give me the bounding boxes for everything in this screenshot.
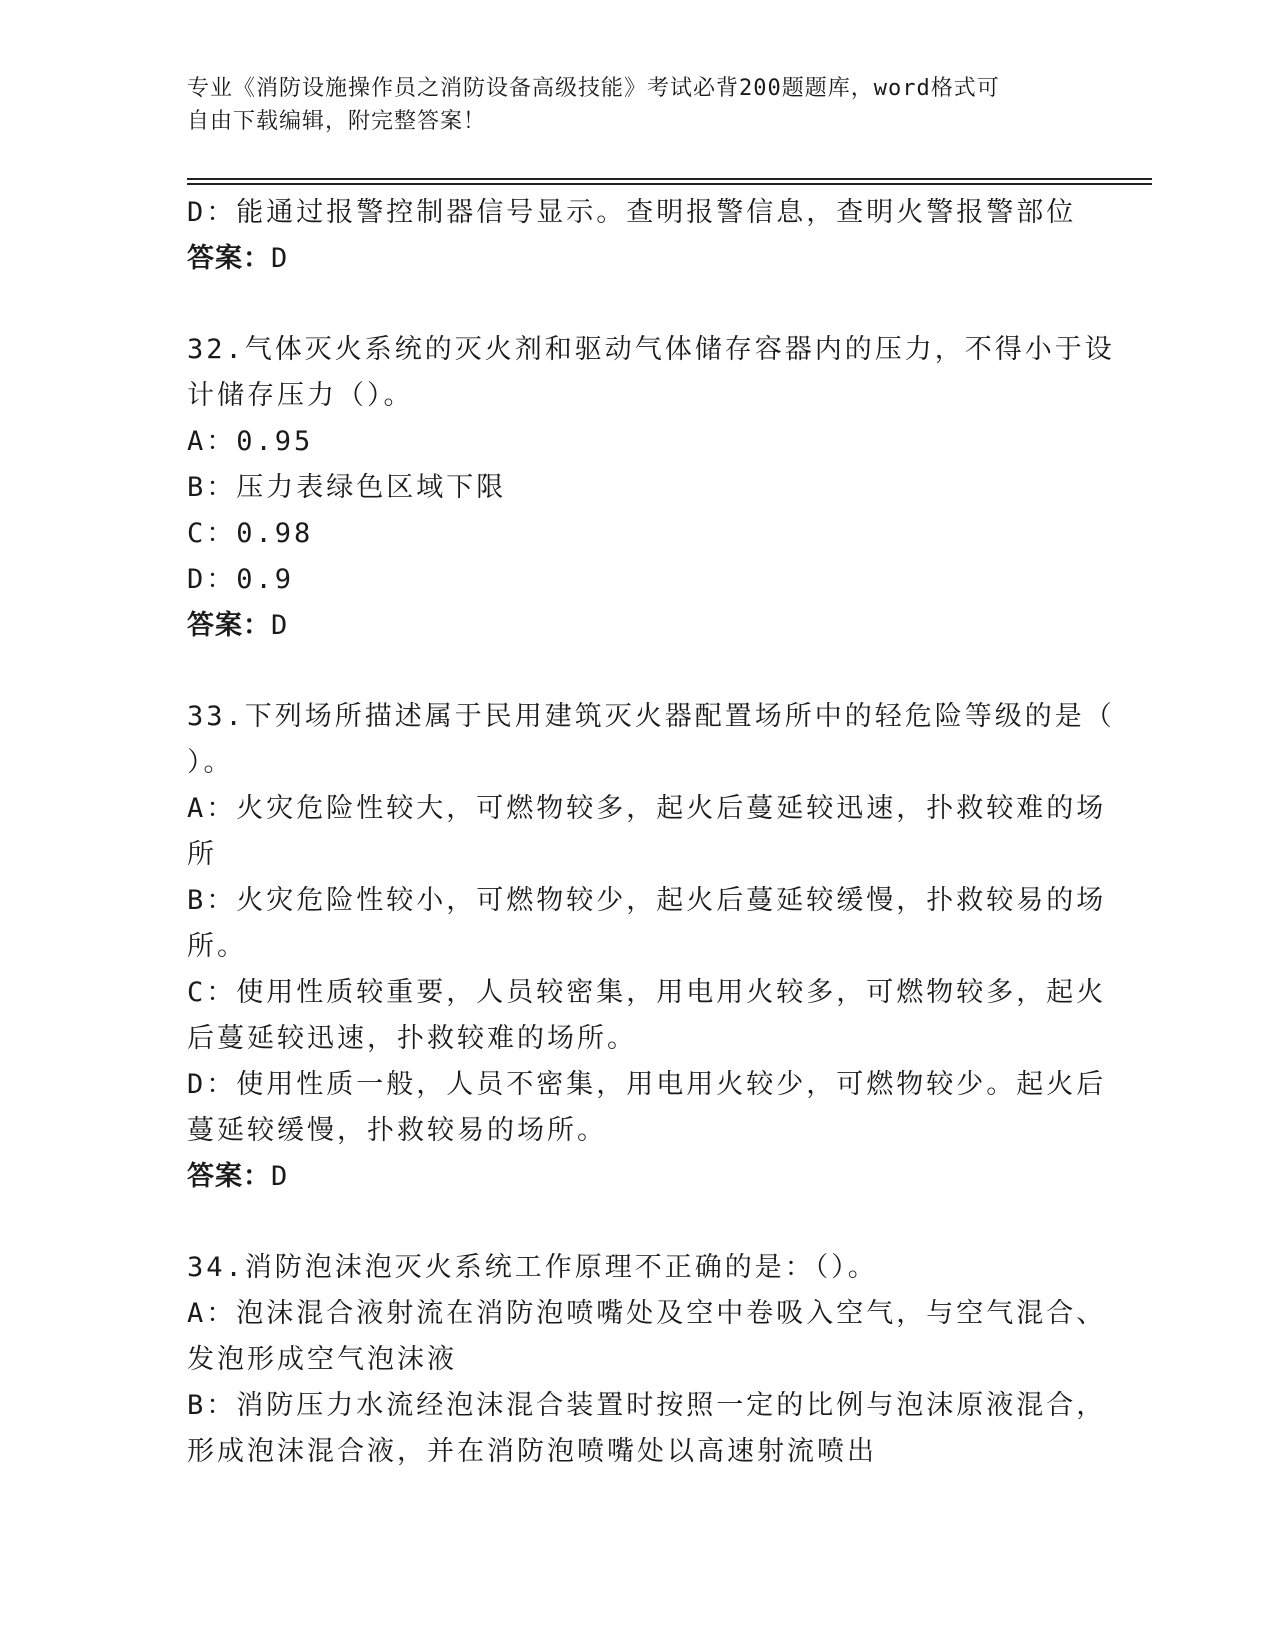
spacer xyxy=(187,282,1072,327)
question-34 xyxy=(187,1245,1107,1475)
question-32 xyxy=(187,327,1115,649)
option-a-continued: 发泡形成空气泡沫液 xyxy=(187,1344,457,1375)
answer-line xyxy=(187,1154,1072,1200)
option-b-continued: 所。 xyxy=(187,931,247,962)
spacer xyxy=(187,1200,1072,1245)
answer-value: D xyxy=(271,1161,288,1192)
question-content xyxy=(187,190,1115,1475)
document-header xyxy=(187,72,1067,138)
answer-line xyxy=(187,603,1072,649)
answer-label: 答案： xyxy=(187,1161,271,1192)
option-b: B：火灾危险性较小，可燃物较少，起火后蔓延较缓慢，扑救较易的场 xyxy=(187,885,1107,916)
option-d: D：能通过报警控制器信号显示。查明报警信息，查明火警报警部位 xyxy=(187,197,1077,228)
option-a: A：火灾危险性较大，可燃物较多，起火后蔓延较迅速，扑救较难的场 xyxy=(187,793,1107,824)
answer-value: D xyxy=(271,243,288,274)
option-c: C：使用性质较重要，人员较密集，用电用火较多，可燃物较多，起火 xyxy=(187,977,1107,1008)
answer-label: 答案： xyxy=(187,243,271,274)
option-c-continued: 后蔓延较迅速，扑救较难的场所。 xyxy=(187,1023,637,1054)
question-33 xyxy=(187,694,1115,1200)
option-b-continued: 形成泡沫混合液，并在消防泡喷嘴处以高速射流喷出 xyxy=(187,1436,877,1467)
question-stem-line: 计储存压力（）。 xyxy=(187,380,414,411)
option-d-continued: 蔓延较缓慢，扑救较易的场所。 xyxy=(187,1115,607,1146)
answer-label: 答案： xyxy=(187,610,271,641)
option-a: A：泡沫混合液射流在消防泡喷嘴处及空中卷吸入空气，与空气混合、 xyxy=(187,1298,1107,1329)
option-d: D：使用性质一般，人员不密集，用电用火较少，可燃物较少。起火后 xyxy=(187,1069,1107,1100)
spacer xyxy=(187,649,1072,694)
option-d: D：0.9 xyxy=(187,564,295,595)
header-line-1: 专业《消防设施操作员之消防设备高级技能》考试必背200题题库，word格式可 xyxy=(187,76,1000,101)
option-b: B：压力表绿色区域下限 xyxy=(187,472,507,503)
header-line-2: 自由下载编辑，附完整答案！ xyxy=(187,109,487,134)
answer-value: D xyxy=(271,610,288,641)
question-stem-line: 33.下列场所描述属于民用建筑灭火器配置场所中的轻危险等级的是（ xyxy=(187,701,1115,732)
answer-line xyxy=(187,236,1072,282)
option-a-continued: 所 xyxy=(187,839,217,870)
header-divider-top xyxy=(187,178,1152,180)
option-c: C：0.98 xyxy=(187,518,314,549)
question-stem-line: 32.气体灭火系统的灭火剂和驱动气体储存容器内的压力，不得小于设 xyxy=(187,334,1115,365)
question-stem-line: 34.消防泡沫泡灭火系统工作原理不正确的是：（）。 xyxy=(187,1252,878,1283)
option-a: A：0.95 xyxy=(187,426,314,457)
option-b: B：消防压力水流经泡沫混合装置时按照一定的比例与泡沫原液混合， xyxy=(187,1390,1107,1421)
header-divider-bottom xyxy=(187,183,1152,185)
question-31-continuation xyxy=(187,190,1077,282)
question-stem-line: ）。 xyxy=(187,747,234,778)
